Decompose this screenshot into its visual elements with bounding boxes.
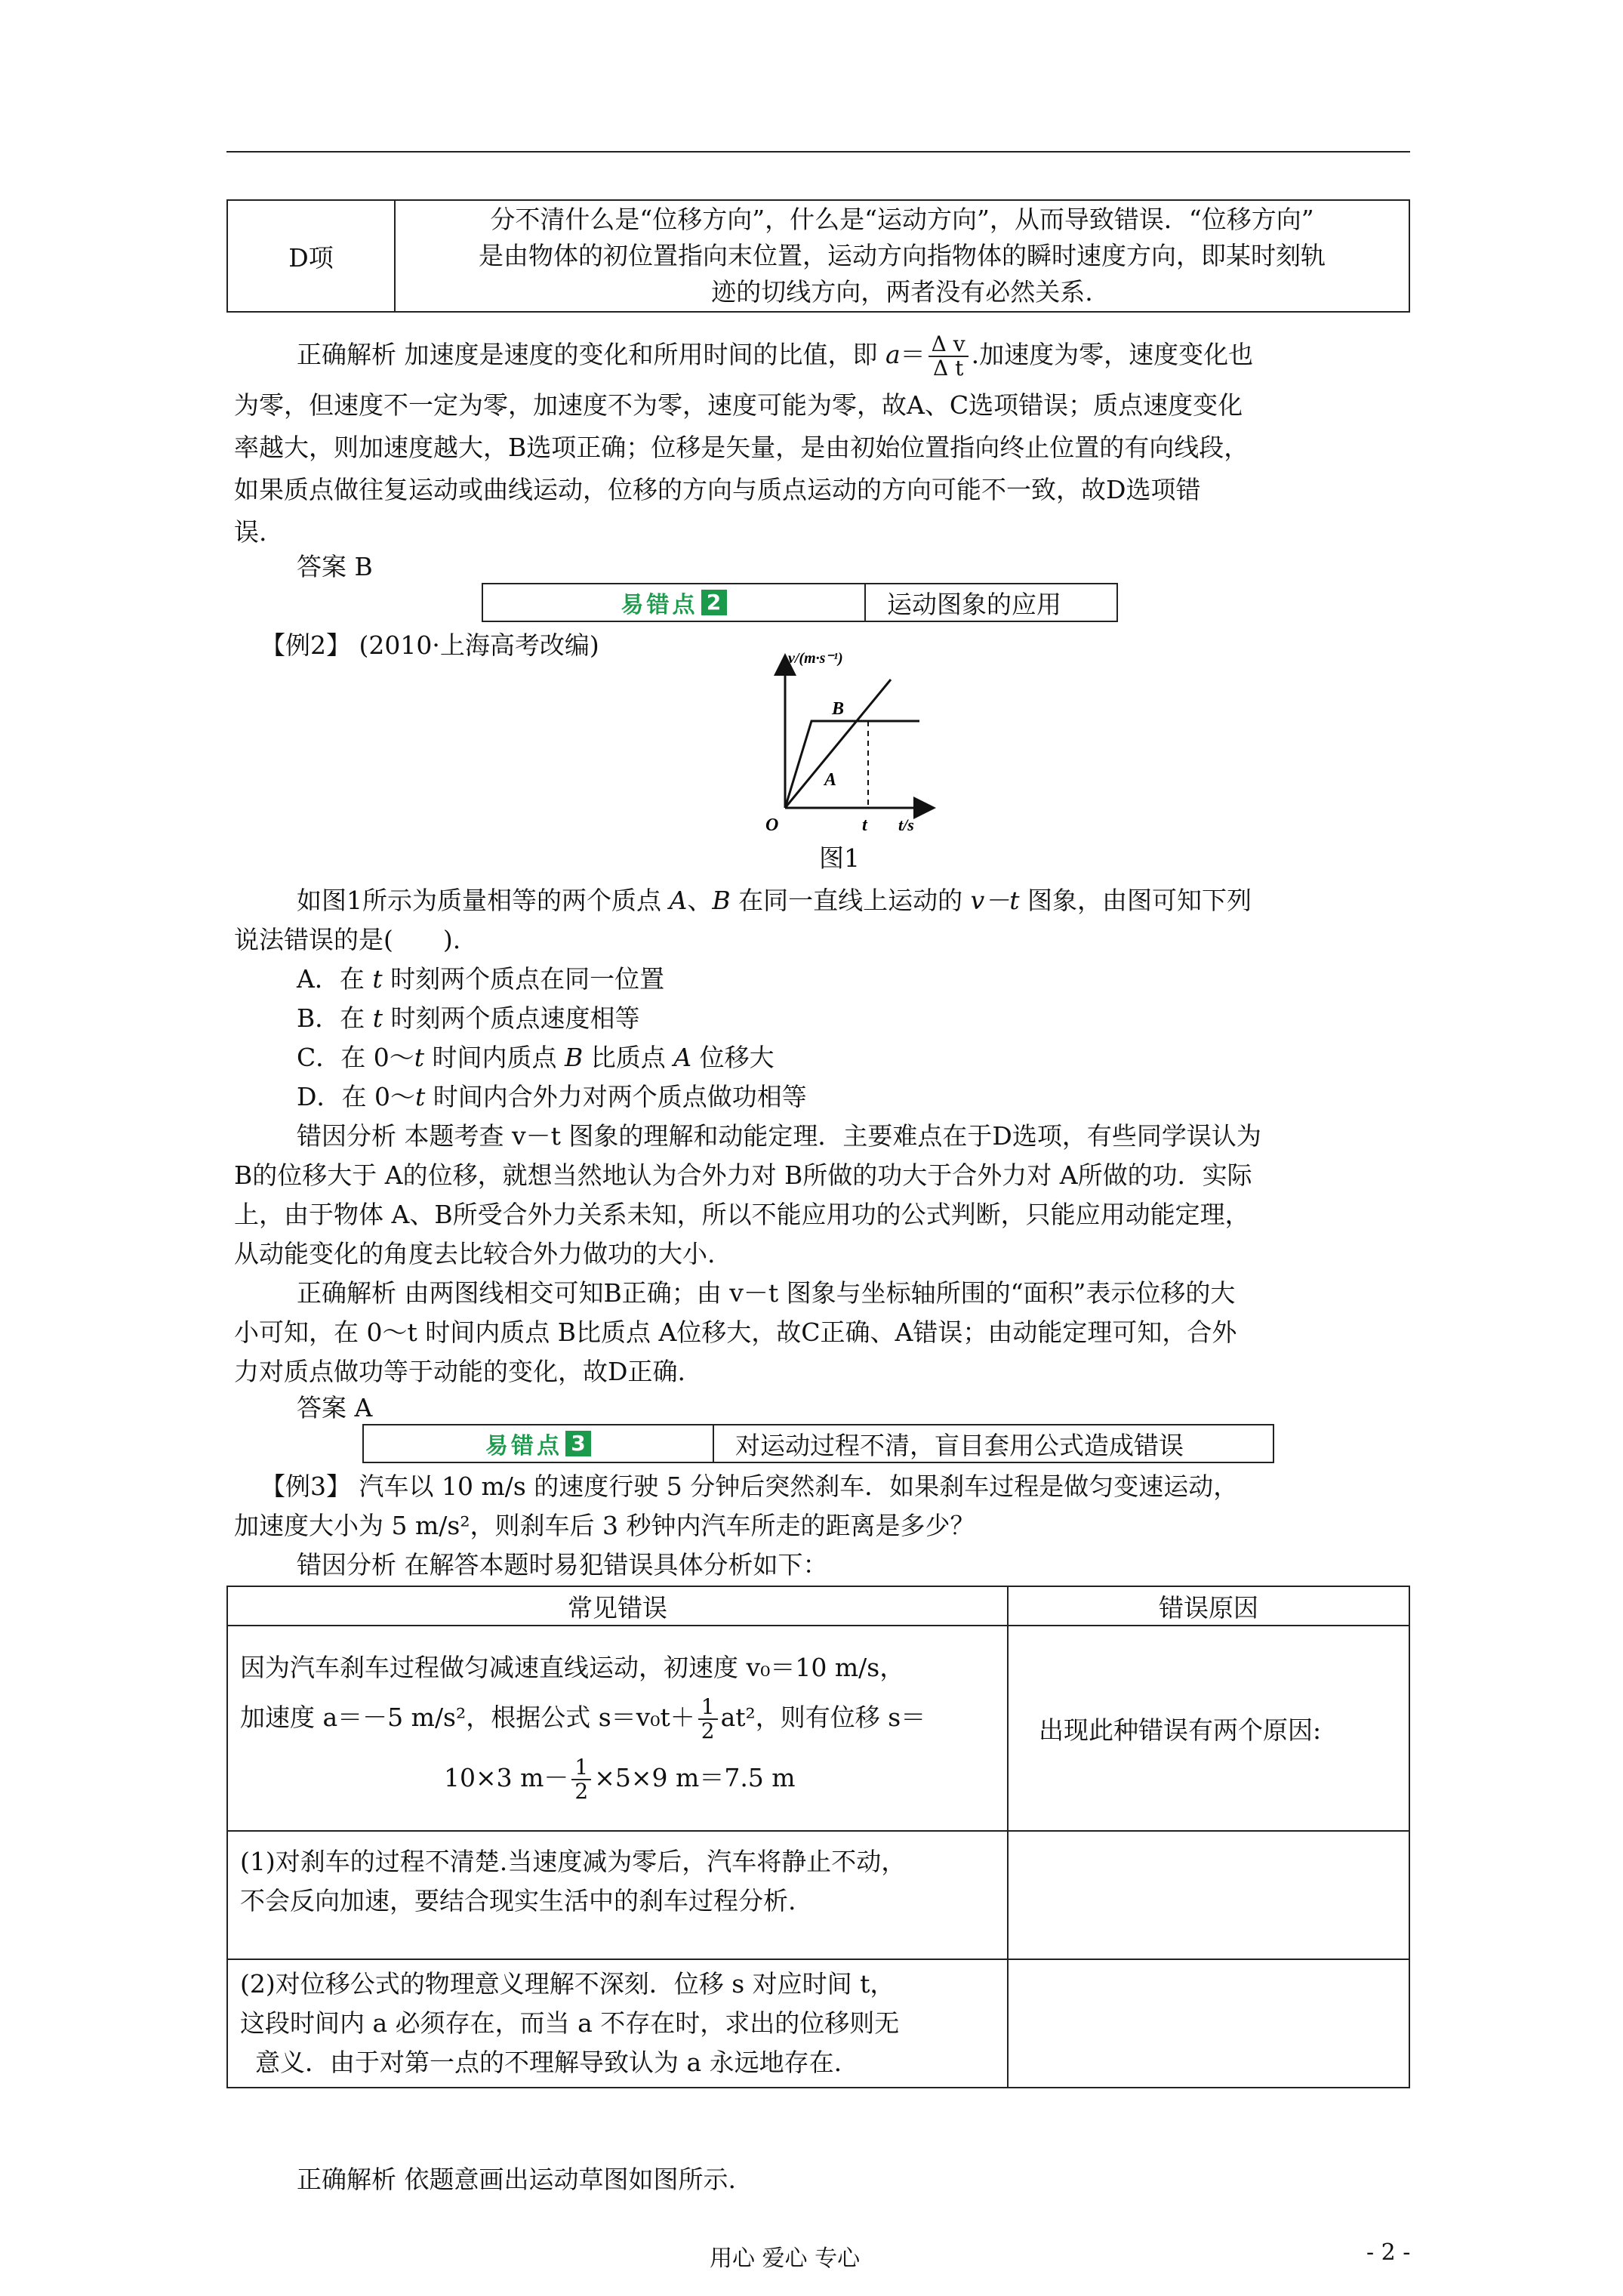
line-B bbox=[785, 721, 919, 808]
row1-line bbox=[240, 1748, 1007, 1808]
error-point-3-banner bbox=[362, 1424, 1274, 1463]
text: B．在 bbox=[297, 1003, 373, 1033]
text: 时间内质点 bbox=[424, 1043, 565, 1072]
text: 时刻两个质点在同一位置 bbox=[382, 964, 665, 994]
d-option-line: 分不清什么是“位移方向”，什么是“运动方向”，从而导致错误．“位移方向” bbox=[490, 205, 1314, 234]
error-analysis-2-line: B的位移大于 A的位移，就想当然地认为合外力对 B所做的功大于合外力对 A所做的功．实际 bbox=[234, 1160, 1252, 1190]
d-option-table bbox=[226, 199, 1410, 313]
d-option-content-cell bbox=[395, 200, 1409, 312]
x-axis-label: t/s bbox=[898, 815, 914, 834]
error-analysis-3-heading: 错因分析 在解答本题时易犯错误具体分析如下： bbox=[297, 1550, 828, 1579]
frac-den: 2 bbox=[701, 1718, 715, 1743]
header-error-reason bbox=[1008, 1586, 1409, 1626]
var-t: t bbox=[372, 1003, 383, 1033]
error-point-3-title: 对运动过程不清，盲目套用公式造成错误 bbox=[735, 1430, 1184, 1460]
label-t: t bbox=[862, 815, 867, 835]
option-b bbox=[297, 1000, 640, 1037]
option-c bbox=[297, 1039, 775, 1077]
text: 时间内合外力对两个质点做功相等 bbox=[425, 1082, 807, 1111]
text: .加速度为零，速度变化也 bbox=[971, 340, 1254, 369]
frac-num: Δ v bbox=[929, 333, 969, 357]
var-a: a bbox=[885, 340, 901, 369]
header-text: 常见错误 bbox=[568, 1592, 667, 1623]
row2-error-cell bbox=[227, 1831, 1008, 1959]
label-B: B bbox=[832, 699, 845, 719]
text: 如图1所示为质量相等的两个质点 bbox=[297, 886, 670, 915]
text: 位移大 bbox=[691, 1043, 775, 1072]
row3-reason-cell bbox=[1008, 1959, 1409, 2088]
footer-motto: 用心 爱心 专心 bbox=[710, 2245, 861, 2272]
answer-2: 答案 A bbox=[297, 1393, 373, 1422]
common-errors-table bbox=[226, 1586, 1410, 2088]
option-a bbox=[297, 960, 664, 998]
row1-line: 因为汽车刹车过程做匀减速直线运动，初速度 v₀＝10 m/s， bbox=[240, 1653, 905, 1682]
error-point-2-title: 运动图象的应用 bbox=[887, 589, 1061, 619]
var-B: B bbox=[565, 1043, 584, 1072]
final-analysis: 正确解析 依题意画出运动草图如图所示. bbox=[297, 2165, 736, 2194]
option-d bbox=[297, 1078, 807, 1116]
text: 图象，由图可知下列 bbox=[1019, 886, 1252, 915]
frac-num: 1 bbox=[571, 1756, 591, 1780]
d-option-label-cell bbox=[227, 200, 395, 312]
y-axis-label: v/(m·s⁻¹) bbox=[788, 650, 843, 667]
error-point-label: 易错点 bbox=[485, 1433, 562, 1459]
d-option-line: 迹的切线方向，两者没有必然关系. bbox=[711, 277, 1093, 307]
frac-num: 1 bbox=[698, 1696, 718, 1720]
error-analysis-2-line: 从动能变化的角度去比较合外力做功的大小. bbox=[234, 1239, 716, 1268]
d-option-label: D项 bbox=[288, 242, 334, 273]
answer-1: 答案 B bbox=[297, 552, 373, 581]
correct-analysis-1-line: 如果质点做往复运动或曲线运动，位移的方向与质点运动的方向可能不一致，故D选项错 bbox=[234, 475, 1201, 504]
correct-analysis-1-line: 为零，但速度不一定为零，加速度不为零，速度可能为零，故A、C选项错误；质点速度变化 bbox=[234, 390, 1243, 420]
row1-error-cell bbox=[227, 1626, 1008, 1831]
reason-text: 出现此种错误有两个原因: bbox=[1039, 1715, 1322, 1745]
var-t: t bbox=[414, 1043, 425, 1072]
text: at²，则有位移 s＝ bbox=[720, 1703, 926, 1732]
row1-reason-cell bbox=[1008, 1626, 1409, 1831]
frac-den: Δ t bbox=[932, 356, 964, 381]
d-option-line: 是由物体的初位置指向末位置，运动方向指物体的瞬时速度方向，即某时刻轨 bbox=[479, 241, 1326, 270]
label-A: A bbox=[824, 770, 837, 790]
page-number: - 2 - bbox=[1366, 2239, 1411, 2266]
frac-den: 2 bbox=[574, 1779, 589, 1804]
error-point-3-label-box bbox=[364, 1425, 714, 1462]
var-t: t bbox=[414, 1082, 426, 1111]
row1-line bbox=[240, 1687, 1007, 1748]
error-point-2-label-box bbox=[483, 584, 866, 621]
example-2-question-line-2: 说法错误的是( ). bbox=[234, 925, 461, 954]
text: 时刻两个质点速度相等 bbox=[383, 1003, 640, 1033]
text: 、 bbox=[687, 886, 713, 915]
text: D．在 0～ bbox=[297, 1082, 415, 1111]
text: 10×3 m－ bbox=[444, 1763, 569, 1792]
row2-line: (1)对刹车的过程不清楚.当速度减为零后，汽车将静止不动， bbox=[240, 1847, 907, 1876]
origin-label: O bbox=[765, 815, 779, 835]
error-analysis-2-line: 上，由于物体 A、B所受合外力关系未知，所以不能应用功的公式判断，只能应用动能定理， bbox=[234, 1200, 1250, 1229]
var-A: A bbox=[673, 1043, 692, 1072]
error-point-label: 易错点 bbox=[621, 592, 698, 618]
error-point-2-banner bbox=[482, 583, 1118, 622]
row3-line: (2)对位移公式的物理意义理解不深刻．位移 s 对应时间 t， bbox=[240, 1969, 895, 1999]
var-A: A bbox=[669, 886, 688, 915]
text: 比质点 bbox=[583, 1043, 674, 1072]
fraction-half bbox=[698, 1696, 718, 1743]
correct-analysis-2-line: 正确解析 由两图线相交可知B正确；由 v－t 图象与坐标轴所围的“面积”表示位移的大 bbox=[297, 1278, 1236, 1308]
correct-analysis-1-line: 误. bbox=[234, 517, 267, 547]
header-common-errors bbox=[227, 1586, 1008, 1626]
row3-line: 意义．由于对第一点的不理解导致认为 a 永远地存在. bbox=[255, 2048, 842, 2077]
var-B: B bbox=[712, 886, 731, 915]
text: A．在 bbox=[297, 964, 373, 994]
correct-analysis-2-line: 小可知，在 0～t 时间内质点 B比质点 A位移大，故C正确、A错误；由动能定理可知，合外 bbox=[234, 1318, 1237, 1347]
var-t: t bbox=[372, 964, 383, 994]
row3-line: 这段时间内 a 必须存在，而当 a 不存在时，求出的位移则无 bbox=[240, 2008, 900, 2038]
error-point-number: 2 bbox=[701, 590, 727, 615]
example-2-question-line-1 bbox=[297, 882, 1252, 920]
row2-line: 不会反向加速，要结合现实生活中的刹车过程分析. bbox=[240, 1886, 796, 1915]
error-point-number: 3 bbox=[565, 1431, 591, 1456]
header-rule bbox=[226, 151, 1410, 153]
error-analysis-2-line: 错因分析 本题考查 v－t 图象的理解和动能定理．主要难点在于D选项，有些同学误认为 bbox=[297, 1121, 1261, 1151]
example-3-line: 【例3】 汽车以 10 m/s 的速度行驶 5 分钟后突然刹车．如果刹车过程是做匀变速运动， bbox=[260, 1472, 1239, 1501]
fraction-half bbox=[571, 1756, 591, 1803]
text: 在同一直线上运动的 bbox=[730, 886, 971, 915]
row2-reason-cell bbox=[1008, 1831, 1409, 1959]
correct-analysis-1-line: 率越大，则加速度越大，B选项正确；位移是矢量，是由初始位置指向终止位置的有向线段， bbox=[234, 433, 1249, 462]
correct-analysis-1-first-line bbox=[297, 332, 1253, 380]
fraction-dv-dt bbox=[929, 333, 969, 380]
text: 加速度 a＝－5 m/s²，根据公式 s＝v₀t＋ bbox=[240, 1703, 695, 1732]
vt-graph-figure bbox=[755, 649, 981, 861]
text: C．在 0～ bbox=[297, 1043, 414, 1072]
header-text: 错误原因 bbox=[1159, 1592, 1258, 1623]
correct-analysis-2-line: 力对质点做功等于动能的变化，故D正确. bbox=[234, 1357, 685, 1386]
example-3-line: 加速度大小为 5 m/s²，则刹车后 3 秒钟内汽车所走的距离是多少？ bbox=[234, 1511, 975, 1540]
row3-error-cell bbox=[227, 1959, 1008, 2088]
text: 正确解析 加速度是速度的变化和所用时间的比值，即 bbox=[297, 340, 885, 369]
eq-sign: ＝ bbox=[900, 340, 925, 369]
figure-caption: 图1 bbox=[819, 843, 860, 873]
var-vt: v－t bbox=[970, 886, 1020, 915]
text: ×5×9 m＝7.5 m bbox=[594, 1763, 796, 1792]
example-2-heading: 【例2】 (2010·上海高考改编) bbox=[260, 630, 599, 660]
